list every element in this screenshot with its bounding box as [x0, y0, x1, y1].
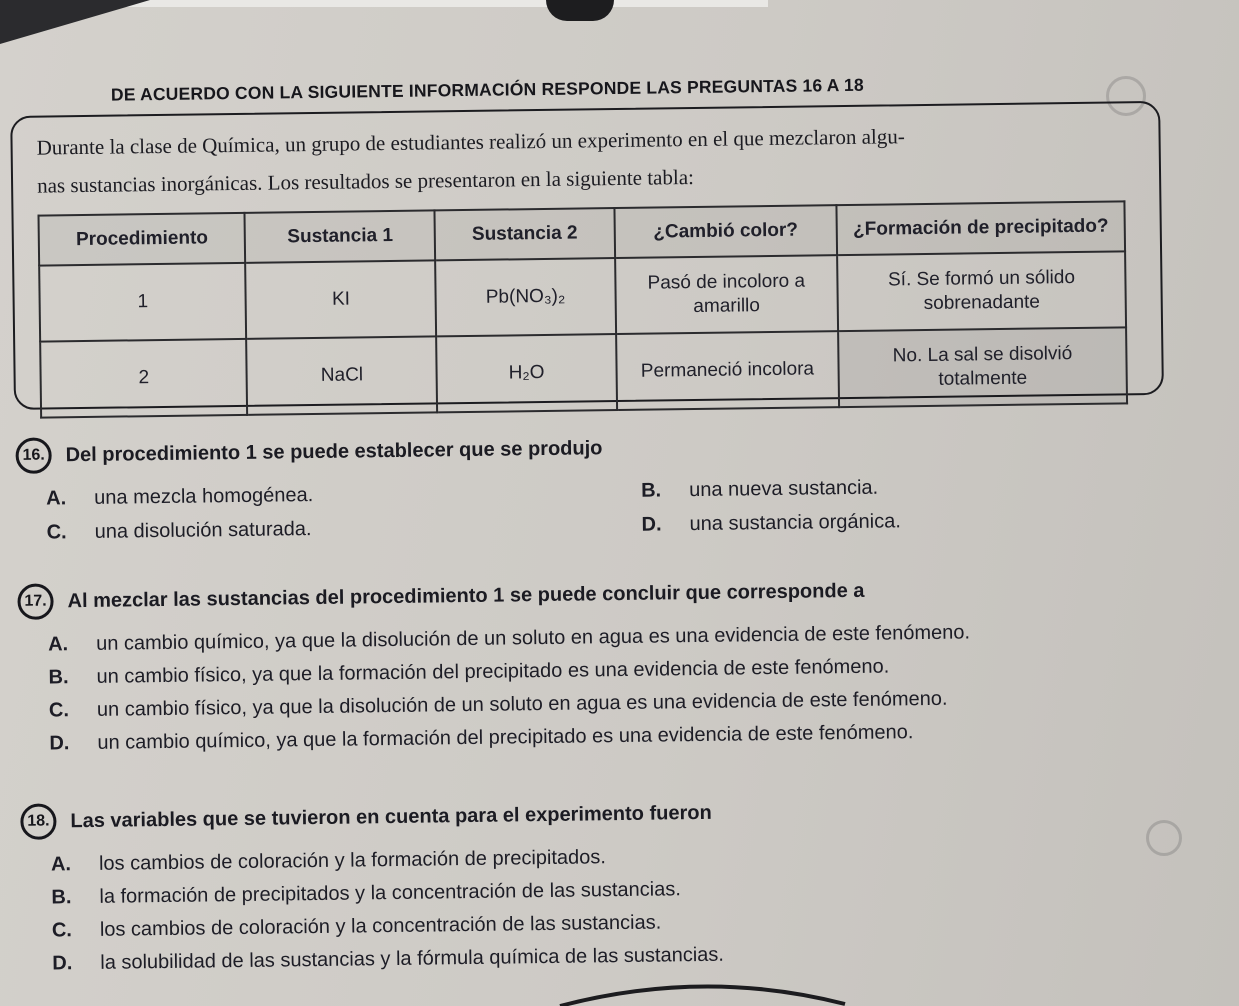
cell-sustancia-1: NaCl — [246, 336, 437, 414]
option-text: un cambio químico, ya que la formación del precipitado es una evidencia de este fenómeno. — [97, 721, 914, 754]
cell-precipitado: No. La sal se disolvió totalmente — [838, 327, 1127, 407]
question-text: Al mezclar las sustancias del procedimiento 1 se puede concluir que corresponde a — [67, 579, 865, 612]
col-header-procedimiento: Procedimiento — [39, 213, 246, 266]
question-18-head — [20, 788, 1210, 840]
option-text: una nueva sustancia. — [689, 476, 879, 502]
option-label: B. — [48, 666, 69, 689]
col-header-precipitado: ¿Formación de precipitado? — [837, 201, 1125, 255]
option-18-a — [51, 838, 1211, 876]
option-17-b — [48, 651, 1208, 689]
option-16-c — [47, 514, 642, 545]
question-number-badge: 16. — [15, 437, 51, 473]
question-number-badge: 18. — [20, 803, 56, 839]
option-18-b — [51, 871, 1211, 909]
option-text: una sustancia orgánica. — [689, 510, 901, 536]
question-16-options — [46, 472, 1207, 544]
option-label: D. — [52, 952, 73, 975]
option-text: una mezcla homogénea. — [94, 484, 314, 509]
option-text: un cambio físico, ya que la formación del precipitado es una evidencia de este fenómeno. — [96, 655, 890, 688]
question-text: Del procedimiento 1 se puede establecer que se produjo — [65, 436, 603, 466]
cell-precipitado: Sí. Se formó un sólido sobrenadante — [837, 251, 1126, 331]
cell-sustancia-1: KI — [245, 260, 436, 338]
cell-sustancia-2: Pb(NO₃)₂ — [436, 258, 616, 336]
option-label: A. — [50, 853, 72, 876]
question-17 — [17, 568, 1209, 766]
question-16 — [15, 422, 1206, 545]
option-text: los cambios de coloración y la formación de precipitados. — [98, 846, 607, 875]
intro-paragraph-line1: Durante la clase de Química, un grupo de estudiantes realizó un experimento en el que mezclaron algu- — [36, 124, 905, 160]
option-label: D. — [641, 513, 662, 536]
section-header: DE ACUERDO CON LA SIGUIENTE INFORMACIÓN RESPONDE LAS PREGUNTAS 16 A 18 — [110, 74, 864, 105]
option-17-d — [49, 717, 1209, 755]
cell-cambio-color: Pasó de incoloro a amarillo — [615, 255, 839, 334]
option-18-d — [52, 937, 1212, 975]
option-text: la solubilidad de las sustancias y la fórmula química de las sustancias. — [100, 943, 725, 974]
cell-sustancia-2: H₂O — [436, 334, 616, 412]
question-18-options — [51, 838, 1212, 975]
option-text: una disolución saturada. — [94, 518, 312, 543]
question-17-head — [17, 568, 1207, 620]
option-label: C. — [46, 521, 67, 544]
table-row — [39, 251, 1126, 341]
option-label: A. — [47, 633, 69, 656]
question-number-badge: 17. — [17, 583, 53, 619]
cell-procedimiento: 2 — [40, 339, 247, 418]
option-16-b — [641, 472, 1206, 502]
results-table — [37, 200, 1128, 418]
intro-paragraph-line2: nas sustancias inorgánicas. Los resultados se presentaron en la siguiente tabla: — [36, 165, 695, 198]
option-17-c — [49, 684, 1209, 722]
cell-cambio-color: Permaneció incolora — [616, 331, 840, 410]
option-label: C. — [51, 919, 73, 942]
option-17-a — [48, 618, 1208, 656]
option-label: D. — [49, 732, 70, 755]
question-18 — [20, 788, 1212, 986]
option-label: B. — [641, 479, 662, 502]
option-18-c — [52, 904, 1212, 942]
option-label: B. — [51, 886, 72, 909]
col-header-cambio-color: ¿Cambió color? — [614, 205, 837, 258]
option-16-a — [46, 480, 641, 511]
option-16-d — [641, 506, 1206, 536]
option-label: C. — [48, 699, 70, 722]
option-label: A. — [46, 487, 67, 510]
cell-procedimiento: 1 — [39, 263, 246, 342]
col-header-sustancia-2: Sustancia 2 — [435, 208, 615, 260]
option-text: un cambio químico, ya que la disolución de un soluto en agua es una evidencia de este fenómeno. — [95, 621, 971, 655]
option-text: los cambios de coloración y la concentración de las sustancias. — [99, 911, 662, 941]
col-header-sustancia-1: Sustancia 1 — [245, 210, 436, 262]
option-text: un cambio físico, ya que la disolución de un soluto en agua es una evidencia de este fenómeno. — [96, 687, 948, 721]
question-text: Las variables que se tuvieron en cuenta para el experimento fueron — [70, 801, 712, 832]
table-row — [40, 327, 1127, 417]
option-text: la formación de precipitados y la concentración de las sustancias. — [99, 878, 681, 908]
question-17-options — [48, 618, 1209, 755]
question-16-head — [15, 422, 1205, 474]
